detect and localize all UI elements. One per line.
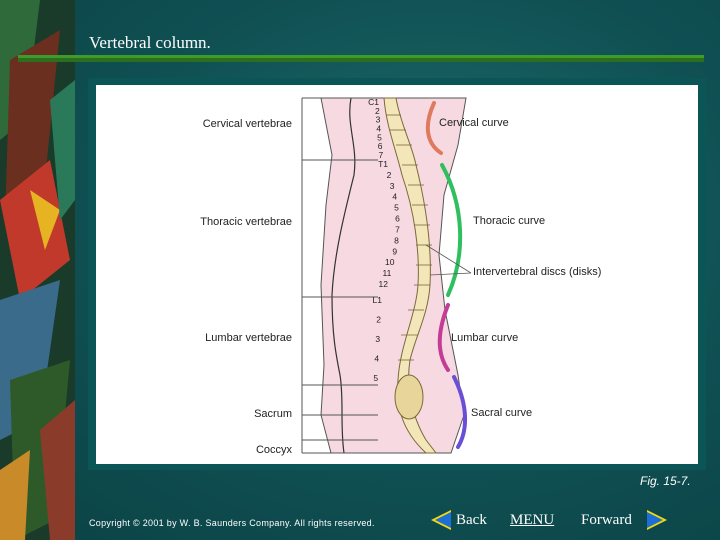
label-cervical-vertebrae: Cervical vertebrae [202,118,292,130]
label-coccyx: Coccyx [255,444,292,456]
label-thoracic-vertebrae: Thoracic vertebrae [200,216,292,228]
back-button[interactable]: Back [456,512,487,528]
sidebar-decoration [0,0,75,540]
vertebra-number: 3 [375,334,381,344]
vertebra-number: 4 [376,123,382,134]
vertebra-number: 4 [392,191,398,202]
copyright-notice: Copyright © 2001 by W. B. Saunders Company. All rights reserved. [89,518,375,528]
vertebra-number: 7 [378,150,384,160]
vertebra-number: 6 [377,141,383,152]
vertebra-number: C1 [368,97,379,107]
vertebra-number: 3 [389,180,395,191]
vertebra-number: 2 [376,314,382,325]
vertebra-number: 3 [375,114,381,125]
vertebra-number: 5 [377,132,382,143]
body-silhouette [321,98,466,453]
vertebral-column-diagram [96,85,698,464]
vertebra-number: L1 [372,295,382,305]
forward-arrow-icon[interactable] [645,510,667,530]
vertebra-number: 12 [378,279,388,289]
label-cervical-curve: Cervical curve [439,117,509,129]
vertebra-number: 11 [382,268,392,279]
back-arrow-icon[interactable] [431,510,453,530]
vertebra-number: 9 [392,246,398,257]
slide-title: Vertebral column. [89,33,211,52]
figure-caption: Fig. 15-7. [640,474,691,488]
title-rule [18,55,704,62]
vertebra-number: 5 [394,202,399,213]
menu-button[interactable]: MENU [510,512,555,528]
label-lumbar-vertebrae: Lumbar vertebrae [205,332,292,344]
vertebra-number: T1 [378,159,388,169]
sacrum-bone [395,375,423,419]
vertebra-number: 10 [385,257,395,268]
vertebra-number: 2 [374,105,380,116]
vertebra-number: 4 [374,353,380,364]
label-lumbar-curve: Lumbar curve [451,332,519,344]
vertebra-number: 8 [394,235,399,246]
vertebra-number: 7 [395,224,400,235]
label-sacrum: Sacrum [254,408,292,420]
label-thoracic-curve: Thoracic curve [473,215,546,227]
label-discs: Intervertebral discs (disks) [473,266,602,278]
vertebra-number: 6 [395,213,400,224]
forward-button[interactable]: Forward [581,512,632,528]
vertebra-number: 2 [386,169,392,180]
vertebra-number: 5 [373,373,379,383]
label-sacral-curve: Sacral curve [471,407,533,419]
